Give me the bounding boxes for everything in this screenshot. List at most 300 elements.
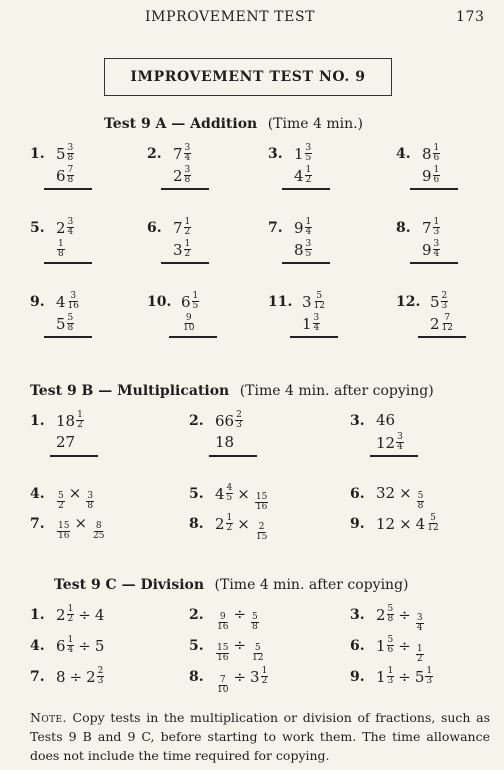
denominator: 2 [67,614,74,624]
denominator: 8 [67,323,74,333]
problem-number: 9. [350,669,365,685]
fraction [57,492,65,511]
denominator: 8 [67,175,74,185]
note-label: Note. [30,710,67,725]
denominator: 3 [433,227,440,237]
fraction [184,240,192,259]
denominator: 2 [58,501,64,511]
operand-b [91,522,105,541]
answer-line [209,455,257,457]
fraction [305,166,313,185]
test-b-label: Test 9 B — Multiplication [30,383,230,399]
numerator: 5 [387,604,394,614]
factor-bottom [215,433,234,451]
fraction [416,645,424,664]
numerator: 1 [184,239,191,249]
whole-number: 4 [294,166,304,185]
addend-bottom [294,240,312,259]
expression [376,667,433,686]
addend-bottom [430,314,454,333]
whole-number: 8 [56,667,66,686]
problem-number: 4. [30,486,45,502]
fraction [255,523,268,542]
test-b-time: (Time 4 min. after copying) [239,383,434,399]
answer-line [370,455,418,457]
addend-bottom [294,166,312,185]
problem-number: 7. [268,220,283,236]
operand-b [254,493,268,512]
denominator: 4 [397,442,403,452]
divide-sign: ÷ [233,667,247,686]
whole-number: 9 [422,240,432,259]
denominator: 5 [305,153,312,163]
operand-a [56,668,66,686]
numerator: 1 [426,666,433,676]
operand-a [56,605,74,624]
addend-bottom [302,314,320,333]
denominator: 2 [184,249,191,259]
denominator: 12 [252,653,264,663]
numerator: 1 [184,217,191,227]
numerator: 3 [67,217,74,227]
fraction [387,667,395,686]
addend-top [430,292,448,311]
test-c-label: Test 9 C — Division [54,577,205,593]
whole-number: 6 [56,166,66,185]
whole-number: 4 [215,484,225,503]
problem-number: 1. [30,413,45,429]
denominator: 16 [217,622,229,632]
operand-a [215,613,229,632]
divide-sign: ÷ [78,605,91,624]
fraction [441,292,449,311]
denominator: 8 [417,501,424,511]
numerator: 5 [430,513,436,523]
numerator: 1 [387,666,394,676]
whole-number: 6 [56,636,66,655]
fraction [57,240,65,259]
numerator: 8 [95,521,102,531]
operand-b [250,644,264,663]
numerator: 3 [433,239,440,249]
numerator: 3 [184,143,191,153]
expression [56,484,94,511]
fraction [216,644,229,663]
denominator: 8 [58,249,64,259]
fraction [192,292,200,311]
addend-bottom [173,240,191,259]
test-a-time: (Time 4 min.) [267,116,364,132]
whole-number: 1 [376,636,386,655]
denominator: 2 [416,653,423,664]
whole-number: 3 [173,240,183,259]
whole-number: 2 [215,514,225,533]
test-title-box [104,58,392,96]
fraction [261,667,269,686]
test-title: IMPROVEMENT TEST NO. 9 [130,69,366,85]
denominator: 6 [433,175,440,185]
fraction [433,166,441,185]
numerator: 15 [58,521,70,531]
addend-bottom [173,166,191,185]
fraction [67,636,75,655]
answer-line [169,336,217,338]
numerator: 3 [87,491,94,501]
divide-sign: ÷ [398,667,411,686]
times-sign: × [399,514,412,533]
numerator: 3 [305,239,312,249]
numerator: 3 [305,143,312,153]
denominator: 12 [441,323,453,333]
whole-number: 4 [94,605,105,624]
denominator: 5 [226,493,233,503]
numerator: 4 [226,483,233,493]
fraction [433,144,441,163]
answer-line [161,262,209,264]
numerator: 7 [444,313,451,323]
operand-a [56,636,74,655]
denominator: 16 [255,501,268,512]
operand-b [86,667,104,686]
operand-b [250,667,268,686]
whole-number: 46 [376,411,396,429]
whole-number: 7 [173,218,183,237]
problem-number: 5. [189,486,204,502]
fraction [76,411,84,430]
factor-bottom [376,433,404,452]
numerator: 3 [70,291,77,301]
answer-line [44,262,92,264]
denominator: 16 [217,653,229,663]
problem-number: 5. [189,638,204,654]
expression [56,667,104,686]
fraction [426,514,439,533]
operand-b [85,492,94,511]
denominator: 3 [97,676,104,686]
fraction [67,292,80,311]
fraction [387,636,395,655]
fraction [251,644,264,663]
addend-top [422,218,440,237]
answer-line [410,188,458,190]
problem-number: 7. [30,669,45,685]
numerator: 2 [258,521,265,532]
whole-number: 7 [422,218,432,237]
whole-number: 66 [215,411,235,430]
divide-sign: ÷ [398,605,411,624]
expression [56,605,104,624]
fraction [305,240,313,259]
whole-number: 12 [376,433,396,452]
whole-number: 12 [376,514,396,533]
numerator: 1 [261,666,268,676]
denominator: 2 [77,420,83,430]
denominator: 3 [387,676,394,686]
operand-a [56,492,65,511]
whole-number: 9 [294,218,304,237]
numerator: 5 [254,643,261,653]
denominator: 4 [313,323,320,333]
whole-number: 9 [422,166,432,185]
factor-top [56,411,84,430]
denominator: 10 [183,323,195,333]
fraction [67,144,75,163]
test-a-heading [104,116,363,132]
numerator: 15 [255,491,268,502]
addend-top [422,144,440,163]
answer-line [282,262,330,264]
whole-number: 6 [181,292,191,311]
addend-top [173,218,191,237]
whole-number: 32 [376,484,396,502]
fraction [313,292,326,311]
fraction [226,514,234,533]
fraction [433,240,441,259]
whole-number: 5 [56,144,66,163]
denominator: 25 [93,531,105,541]
whole-number: 2 [86,667,96,686]
denominator: 3 [426,676,433,686]
denominator: 4 [305,227,312,237]
problem-number: 9. [30,294,45,310]
addend-bottom [181,314,195,333]
factor-bottom [56,433,75,451]
fraction [92,522,105,541]
answer-line [290,336,338,338]
operand-a [376,484,395,502]
answer-line [44,336,92,338]
expression [376,484,424,511]
operand-a [215,644,229,663]
whole-number: 5 [94,636,105,655]
addend-top [294,144,312,163]
answer-line [50,455,98,457]
denominator: 3 [441,301,448,311]
whole-number: 3 [250,667,260,686]
fraction [441,314,454,333]
addend-bottom [422,166,440,185]
denominator: 8 [87,501,94,511]
numerator: 3 [416,612,423,623]
numerator: 2 [441,291,448,301]
fraction [184,144,192,163]
problem-number: 9. [350,516,365,532]
answer-line [44,188,92,190]
denominator: 16 [67,301,79,311]
whole-number: 4 [415,514,426,533]
fraction [182,314,195,333]
whole-number: 3 [302,292,312,311]
divide-sign: ÷ [78,636,91,655]
problem-number: 4. [30,638,45,654]
addend-top [294,218,312,237]
fraction [57,522,70,541]
whole-number: 18 [215,433,235,451]
answer-line [418,336,466,338]
numerator: 5 [58,491,64,501]
problem-number: 10. [147,294,172,310]
factor-top [215,411,243,430]
numerator: 9 [219,612,226,622]
whole-number: 2 [56,218,66,237]
numerator: 1 [416,643,423,654]
divide-sign: ÷ [398,636,411,655]
problem-number: 3. [350,607,365,623]
divide-sign: ÷ [233,605,247,623]
fraction [251,613,259,632]
numerator: 2 [97,666,104,676]
fraction [417,492,425,511]
problem-number: 2. [189,607,204,623]
problem-number: 6. [147,220,162,236]
fraction [305,144,313,163]
denominator: 12 [313,301,325,311]
fraction [216,676,229,695]
operand-a [215,676,229,695]
times-sign: × [237,484,250,503]
denominator: 12 [427,523,439,533]
times-sign: × [74,514,88,532]
problem-number: 5. [30,220,45,236]
denominator: 8 [387,614,394,624]
whole-number: 8 [422,144,432,163]
expression [376,514,440,533]
whole-number: 1 [376,667,386,686]
problem-number: 4. [396,146,411,162]
numerator: 7 [219,674,226,685]
denominator: 8 [184,175,191,185]
expression [376,605,424,633]
numerator: 9 [185,313,192,323]
operand-b [415,645,424,664]
denominator: 2 [226,523,233,533]
running-head: IMPROVEMENT TEST [145,9,316,25]
note-paragraph [30,708,490,765]
addend-top [56,218,74,237]
test-c-time: (Time 4 min. after copying) [214,577,409,593]
denominator: 4 [184,153,191,163]
numerator: 3 [184,165,191,175]
addend-bottom [422,240,440,259]
denominator: 2 [261,676,268,686]
whole-number: 2 [376,605,386,624]
operand-b [95,637,105,655]
note-text: Copy tests in the multiplication or division of fractions, such as Tests 9 B and 9 C, before starting to work them. The time allowance does not include the time required for copying. [30,710,490,763]
problem-number: 3. [268,146,283,162]
operand-b [416,514,440,533]
addend-bottom [56,240,65,259]
addend-top [56,292,80,311]
addend-top [173,144,191,163]
numerator: 5 [67,313,74,323]
numerator: 5 [417,491,424,501]
fraction [97,667,105,686]
numerator: 1 [305,217,312,227]
divide-sign: ÷ [233,636,247,654]
addend-top [181,292,199,311]
expression [56,636,104,655]
denominator: 4 [416,622,423,633]
operand-b [415,614,424,633]
numerator: 1 [77,410,83,420]
numerator: 1 [67,604,74,614]
denominator: 15 [255,531,268,542]
whole-number: 18 [56,411,76,430]
numerator: 5 [316,291,323,301]
whole-number: 4 [56,292,66,311]
expression [215,605,259,632]
fraction [67,605,75,624]
operand-a [376,636,394,655]
expression [215,514,268,542]
whole-number: 5 [430,292,440,311]
denominator: 5 [305,249,312,259]
whole-number: 1 [294,144,304,163]
problem-number: 1. [30,607,45,623]
fraction [184,166,192,185]
denominator: 16 [58,531,70,541]
whole-number: 5 [414,667,425,686]
problem-number: 8. [189,669,204,685]
numerator: 3 [313,313,320,323]
fraction [67,166,75,185]
numerator: 1 [226,513,233,523]
divide-sign: ÷ [69,667,83,686]
addend-top [56,144,74,163]
numerator: 15 [217,643,229,653]
numerator: 1 [192,291,199,301]
whole-number: 2 [430,314,440,333]
problem-number: 8. [189,516,204,532]
fraction [425,667,433,686]
problem-number: 6. [350,638,365,654]
operand-a [376,605,394,624]
whole-number: 7 [173,144,183,163]
denominator: 4 [67,645,74,655]
numerator: 1 [305,165,312,175]
fraction [433,218,441,237]
numerator: 1 [433,217,440,227]
fraction [86,492,94,511]
problem-number: 7. [30,516,45,532]
test-c-heading [54,577,409,593]
denominator: 5 [192,301,199,311]
denominator: 10 [217,684,229,695]
fraction [235,411,243,430]
denominator: 4 [67,227,74,237]
numerator: 2 [236,410,242,420]
addend-top [302,292,326,311]
denominator: 3 [236,420,242,430]
fraction [416,614,424,633]
answer-line [161,188,209,190]
whole-number: 27 [56,433,76,451]
problem-number: 11. [268,294,293,310]
problem-number: 12. [396,294,421,310]
whole-number: 5 [56,314,66,333]
denominator: 8 [67,153,74,163]
operand-a [376,667,394,686]
page-number: 173 [456,9,485,25]
whole-number: 2 [56,605,66,624]
operand-a [376,515,395,533]
problem-number: 3. [350,413,365,429]
denominator: 2 [305,175,312,185]
answer-line [410,262,458,264]
expression [56,514,105,541]
fraction [226,484,234,503]
numerator: 1 [67,635,74,645]
